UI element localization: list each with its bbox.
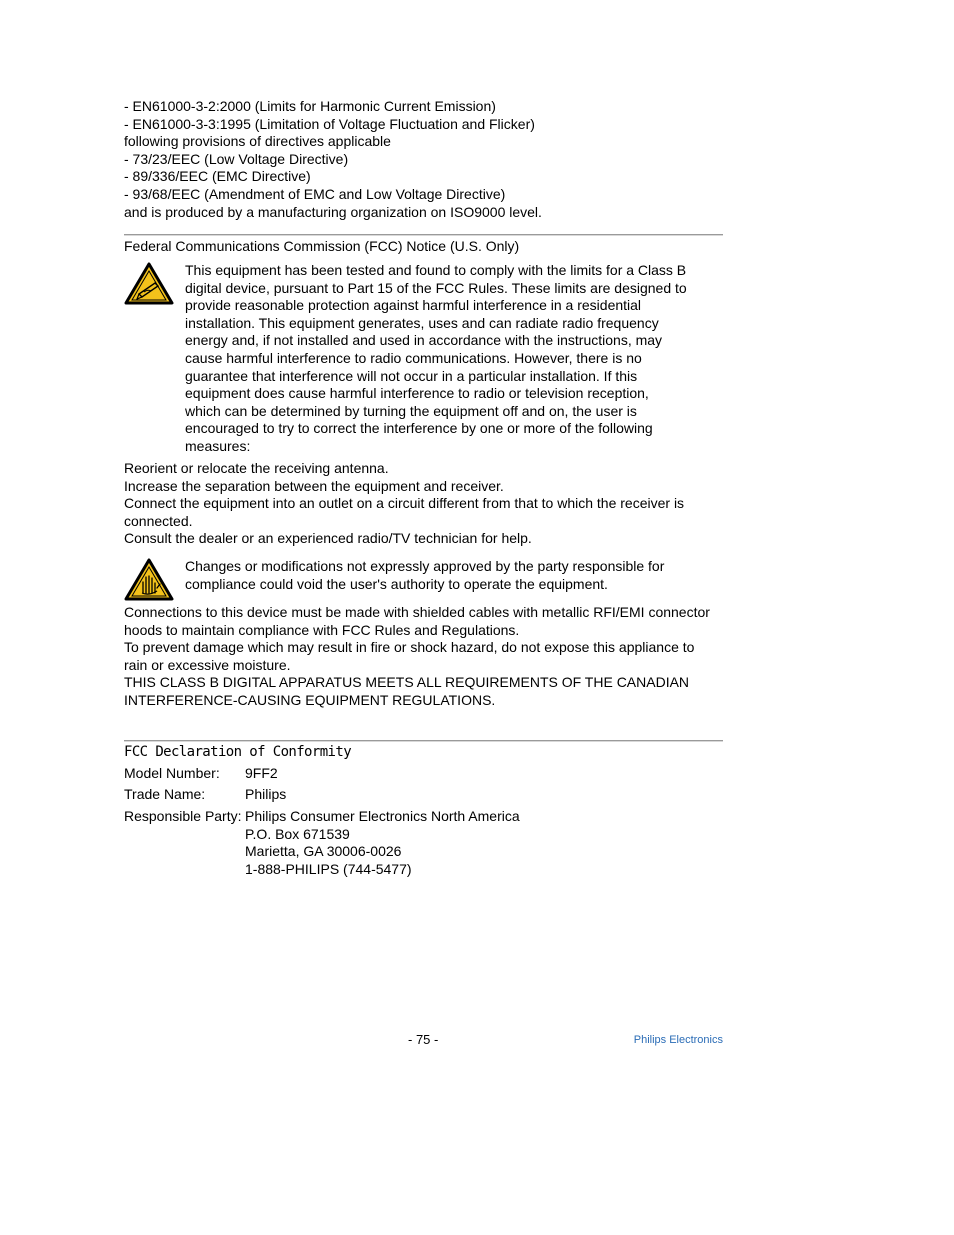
warning-triangle-hand-icon	[124, 558, 174, 602]
measures-block	[124, 460, 724, 548]
intro-line: - 89/336/EEC (EMC Directive)	[124, 168, 311, 185]
measure-line: connected.	[124, 512, 193, 529]
warning-line: encouraged to try to correct the interference by one or more of the following	[185, 420, 653, 437]
responsible-party-label: Responsible Party:	[124, 808, 242, 824]
changes-line: compliance could void the user's authority to operate the equipment.	[185, 575, 608, 592]
intro-line: following provisions of directives applicable	[124, 133, 391, 150]
footer-brand: Philips Electronics	[633, 1034, 723, 1046]
responsible-party-address	[245, 808, 520, 878]
declaration-heading-text: FCC Declaration of Conformity	[124, 744, 352, 760]
closing-line: rain or excessive moisture.	[124, 656, 291, 673]
address-line: Philips Consumer Electronics North America	[245, 808, 520, 824]
warning-line: equipment does cause harmful interference to radio or television reception,	[185, 385, 649, 402]
warning-line: provide reasonable protection against harmful interference in a residential	[185, 297, 642, 314]
warning-line: guarantee that interference will not occur in a particular installation. If this	[185, 367, 638, 384]
closing-line: To prevent damage which may result in fire or shock hazard, do not expose this appliance to	[124, 639, 695, 656]
closing-line: Connections to this device must be made with shielded cables with metallic RFI/EMI connector	[124, 604, 710, 620]
trade-name-value: Philips	[245, 786, 287, 802]
fcc-heading-text: Federal Communications Commission (FCC) Notice (U.S. Only)	[124, 238, 520, 254]
intro-block	[124, 98, 724, 221]
warning-line: digital device, pursuant to Part 15 of the FCC Rules. These limits are designed to	[185, 279, 687, 296]
warning-line: cause harmful interference to radio communications. However, there is no	[185, 349, 642, 366]
warning-line: installation. This equipment generates, uses and can radiate radio frequency	[185, 314, 659, 331]
warning-triangle-pencil-icon	[124, 262, 174, 306]
measure-line: Increase the separation between the equipment and receiver.	[124, 477, 504, 494]
closing-line: THIS CLASS B DIGITAL APPARATUS MEETS ALL REQUIREMENTS OF THE CANADIAN	[124, 674, 690, 691]
address-line: P.O. Box 671539	[245, 825, 350, 842]
page-number: - 75 -	[408, 1032, 439, 1047]
warning-text	[185, 262, 705, 456]
warning-line: which can be determined by turning the equipment off and on, the user is	[185, 402, 637, 419]
section-divider	[124, 234, 723, 236]
fcc-notice-heading	[124, 238, 724, 256]
model-number-value: 9FF2	[245, 765, 278, 781]
model-number-label: Model Number:	[124, 765, 220, 781]
trade-name-label: Trade Name:	[124, 786, 206, 802]
declaration-heading	[124, 744, 724, 762]
closing-block	[124, 604, 724, 710]
address-line: 1-888-PHILIPS (744-5477)	[245, 860, 412, 877]
measure-line: Reorient or relocate the receiving antenna.	[124, 460, 389, 476]
intro-line: and is produced by a manufacturing organization on ISO9000 level.	[124, 203, 542, 220]
address-line: Marietta, GA 30006-0026	[245, 843, 402, 860]
section-divider	[124, 740, 723, 742]
warning-line: measures:	[185, 437, 251, 454]
warning-line: This equipment has been tested and found to comply with the limits for a Class B	[185, 262, 687, 278]
changes-text	[185, 558, 705, 593]
closing-line: hoods to maintain compliance with FCC Rules and Regulations.	[124, 621, 520, 638]
intro-line: - 73/23/EEC (Low Voltage Directive)	[124, 150, 349, 167]
closing-line: INTERFERENCE-CAUSING EQUIPMENT REGULATIONS.	[124, 691, 496, 708]
measure-line: Connect the equipment into an outlet on a circuit different from that to which the receiver is	[124, 495, 685, 512]
changes-line: Changes or modifications not expressly approved by the party responsible for	[185, 558, 665, 574]
intro-line: - 93/68/EEC (Amendment of EMC and Low Voltage Directive)	[124, 185, 506, 202]
warning-line: energy and, if not installed and used in accordance with the instructions, may	[185, 332, 663, 349]
measure-line: Consult the dealer or an experienced radio/TV technician for help.	[124, 530, 532, 547]
intro-line: - EN61000-3-3:1995 (Limitation of Voltage Fluctuation and Flicker)	[124, 115, 535, 132]
intro-line: - EN61000-3-2:2000 (Limits for Harmonic Current Emission)	[124, 98, 496, 114]
